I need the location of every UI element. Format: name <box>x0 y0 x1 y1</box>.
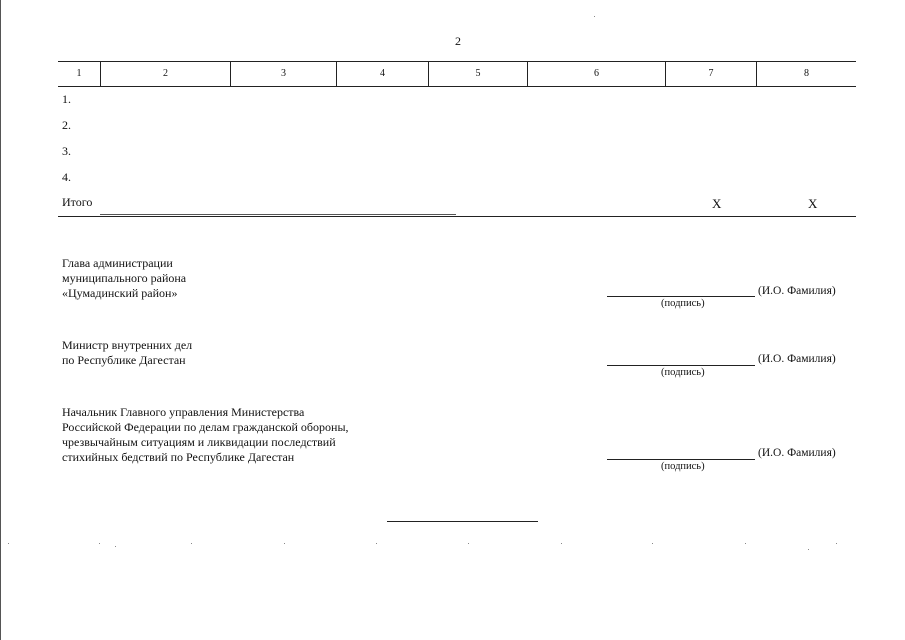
signature-line <box>607 459 755 460</box>
signature-caption: (подпись) <box>661 298 705 309</box>
page-edge <box>0 0 1 640</box>
scan-speck <box>836 543 837 544</box>
signature-title-interior-minister: Министр внутренних дел по Республике Дагестан <box>62 338 193 367</box>
signature-name-placeholder: (И.О. Фамилия) <box>758 285 836 297</box>
table-row-number: 2. <box>62 118 71 132</box>
column-header-3: 3 <box>230 62 336 86</box>
scan-speck <box>8 543 9 544</box>
scan-speck <box>115 546 116 547</box>
total-row-label: Итого <box>62 195 93 209</box>
signature-name-placeholder: (И.О. Фамилия) <box>758 447 836 459</box>
table-row-number: 1. <box>62 92 71 106</box>
scan-speck <box>561 543 562 544</box>
column-header-2: 2 <box>100 62 230 86</box>
signature-line <box>607 365 755 366</box>
signature-caption: (подпись) <box>661 367 705 378</box>
scan-speck <box>99 543 100 544</box>
column-header-8: 8 <box>756 62 856 86</box>
page-number: 2 <box>455 34 461 48</box>
total-col7-mark: Х <box>712 196 722 211</box>
signature-title-head-of-administration: Глава администрации муниципального района «Цумадинский район» <box>62 256 187 300</box>
column-header-1: 1 <box>76 68 82 79</box>
scan-speck <box>468 543 469 544</box>
total-underline <box>100 214 456 215</box>
signature-title-emergency-head: Начальник Главного управления Министерства Российской Федерации по делам гражданской обороны, чрезвычайным ситуациям и ликвидации последствий стихийных бедствий по Республике Дагестан <box>62 405 349 464</box>
column-header-7: 7 <box>665 62 756 86</box>
scan-speck <box>745 543 746 544</box>
scan-speck <box>808 549 809 550</box>
column-header-4: 4 <box>336 62 428 86</box>
table-row-number: 3. <box>62 144 71 158</box>
table-bottom-border <box>58 216 856 217</box>
table-header <box>58 61 856 87</box>
table-row-number: 4. <box>62 170 71 184</box>
scan-speck <box>652 543 653 544</box>
column-header-6: 6 <box>527 62 665 86</box>
scan-speck <box>191 543 192 544</box>
document-end-line <box>387 521 538 522</box>
scan-speck <box>284 543 285 544</box>
column-header-5: 5 <box>428 62 527 86</box>
total-col8-mark: Х <box>808 196 818 211</box>
signature-caption: (подпись) <box>661 461 705 472</box>
scan-speck <box>594 16 595 17</box>
scan-speck <box>376 543 377 544</box>
signature-name-placeholder: (И.О. Фамилия) <box>758 353 836 365</box>
signature-line <box>607 296 755 297</box>
